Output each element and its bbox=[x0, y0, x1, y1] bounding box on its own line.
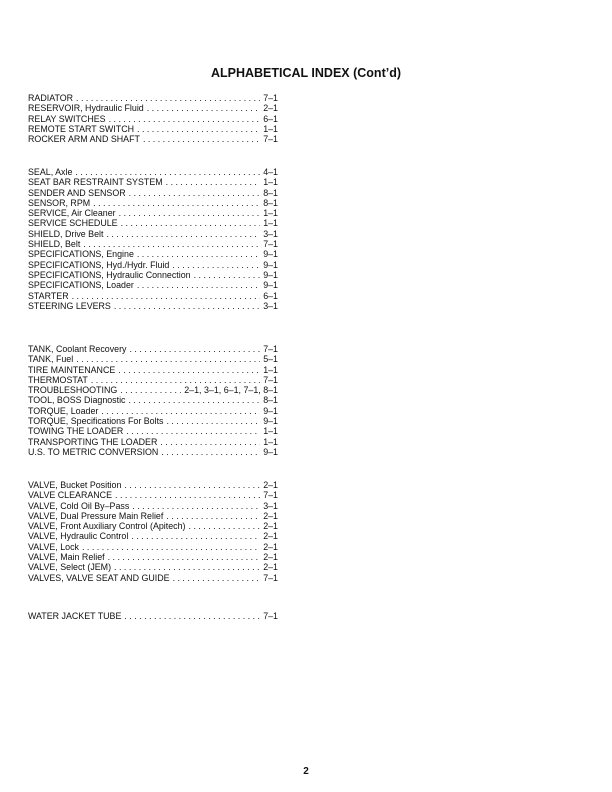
entry-label: RESERVOIR, Hydraulic Fluid bbox=[28, 103, 144, 114]
entry-label: VALVE, Main Relief bbox=[28, 552, 105, 563]
entry-page: 5–1 bbox=[263, 354, 278, 365]
entry-label: VALVES, VALVE SEAT AND GUIDE bbox=[28, 572, 170, 583]
entry-page: 2–1 bbox=[263, 541, 278, 552]
entry-page: 9–1 bbox=[263, 269, 278, 280]
dot-leader bbox=[91, 375, 260, 385]
entry-page: 1–1 bbox=[263, 208, 278, 219]
entry-label: SPECIFICATIONS, Engine bbox=[28, 249, 134, 260]
dot-leader bbox=[137, 280, 260, 290]
entry-label: TANK, Fuel bbox=[28, 354, 74, 365]
entry-label: REMOTE START SWITCH bbox=[28, 123, 135, 134]
page-title: ALPHABETICAL INDEX (Cont’d) bbox=[210, 66, 402, 80]
index-entry bbox=[28, 208, 278, 218]
entry-label: ROCKER ARM AND SHAFT bbox=[28, 134, 140, 145]
index-entry bbox=[28, 218, 278, 228]
dot-leader bbox=[119, 208, 261, 218]
dot-leader bbox=[120, 385, 181, 395]
dot-leader bbox=[129, 344, 260, 354]
entry-label: TIRE MAINTENANCE bbox=[28, 364, 116, 375]
entry-page: 2–1, 3–1, 6–1, 7–1, 8–1 bbox=[184, 385, 278, 396]
index-entry bbox=[28, 354, 278, 364]
entry-page: 7–1 bbox=[263, 93, 278, 103]
index-entry bbox=[28, 229, 278, 239]
entry-label: TORQUE, Loader bbox=[28, 405, 99, 416]
index-entry bbox=[28, 344, 278, 354]
dot-leader bbox=[160, 437, 260, 447]
entry-label: SHIELD, Belt bbox=[28, 239, 81, 250]
entry-page: 1–1 bbox=[263, 364, 278, 375]
entry-page: 9–1 bbox=[263, 416, 278, 427]
entry-label: THERMOSTAT bbox=[28, 374, 88, 385]
dot-leader bbox=[172, 260, 260, 270]
entry-label: SERVICE, Air Cleaner bbox=[28, 208, 116, 219]
index-entry bbox=[28, 280, 278, 290]
index-entry bbox=[28, 562, 278, 572]
entry-page: 2–1 bbox=[263, 480, 278, 490]
index-group-w bbox=[28, 611, 278, 621]
index-entry bbox=[28, 395, 278, 405]
entry-label: U.S. TO METRIC CONVERSION bbox=[28, 447, 159, 457]
index-entry bbox=[28, 260, 278, 270]
entry-page: 1–1 bbox=[263, 218, 278, 229]
dot-leader bbox=[161, 447, 260, 457]
index-entry bbox=[28, 511, 278, 521]
entry-page: 9–1 bbox=[263, 259, 278, 270]
index-group-t bbox=[28, 344, 278, 447]
entry-label: VALVE, Bucket Position bbox=[28, 480, 122, 490]
entry-label: SERVICE SCHEDULE bbox=[28, 218, 118, 229]
index-entry bbox=[28, 490, 278, 500]
entry-page: 2–1 bbox=[263, 552, 278, 563]
entry-label: SEAL, Axle bbox=[28, 167, 73, 177]
entry-label: VALVE, Front Auxiliary Control (Apitech) bbox=[28, 521, 186, 532]
index-entry bbox=[28, 406, 278, 416]
entry-page: 9–1 bbox=[263, 405, 278, 416]
entry-page: 2–1 bbox=[263, 531, 278, 542]
entry-label: SEAT BAR RESTRAINT SYSTEM bbox=[28, 177, 163, 188]
dot-leader bbox=[109, 114, 261, 124]
dot-leader bbox=[108, 552, 261, 562]
dot-leader bbox=[173, 573, 261, 583]
entry-label: WATER JACKET TUBE bbox=[28, 611, 122, 621]
entry-label: SPECIFICATIONS, Hydraulic Connection bbox=[28, 269, 191, 280]
index-entry bbox=[28, 552, 278, 562]
entry-page: 7–1 bbox=[263, 611, 278, 621]
index-entry bbox=[28, 188, 278, 198]
index-group-v bbox=[28, 480, 278, 583]
entry-label: VALVE CLEARANCE bbox=[28, 490, 113, 501]
index-entry bbox=[28, 198, 278, 208]
dot-leader bbox=[118, 365, 260, 375]
entry-page: 7–1 bbox=[263, 572, 278, 583]
entry-page: 6–1 bbox=[263, 290, 278, 301]
dot-leader bbox=[76, 354, 260, 364]
entry-label: VALVE, Cold Oil By–Pass bbox=[28, 500, 130, 511]
entry-page: 3–1 bbox=[263, 500, 278, 511]
dot-leader bbox=[75, 167, 260, 177]
entry-label: RADIATOR bbox=[28, 93, 74, 103]
entry-label: VALVE, Hydraulic Control bbox=[28, 531, 129, 542]
dot-leader bbox=[166, 177, 261, 187]
dot-leader bbox=[82, 542, 260, 552]
index-entry bbox=[28, 426, 278, 436]
index-group-s bbox=[28, 167, 278, 311]
dot-leader bbox=[189, 521, 261, 531]
dot-leader bbox=[115, 490, 260, 500]
index-entry bbox=[28, 114, 278, 124]
index-entry bbox=[28, 301, 278, 311]
entry-page: 8–1 bbox=[263, 197, 278, 208]
index-entry bbox=[28, 124, 278, 134]
index-entry bbox=[28, 365, 278, 375]
dot-leader bbox=[194, 270, 261, 280]
dot-leader bbox=[101, 406, 260, 416]
page-number: 2 bbox=[303, 766, 309, 777]
entry-label: STEERING LEVERS bbox=[28, 300, 111, 311]
index-entry bbox=[28, 480, 278, 490]
entry-label: TRANSPORTING THE LOADER bbox=[28, 436, 158, 447]
entry-page: 6–1 bbox=[263, 113, 278, 124]
entry-label: SENSOR, RPM bbox=[28, 197, 91, 208]
dot-leader bbox=[166, 416, 260, 426]
entry-page: 7–1 bbox=[263, 374, 278, 385]
entry-page: 7–1 bbox=[263, 490, 278, 501]
index-entry bbox=[28, 291, 278, 301]
entry-page: 3–1 bbox=[263, 300, 278, 311]
index-entry bbox=[28, 521, 278, 531]
entry-page: 7–1 bbox=[263, 344, 278, 354]
dot-leader bbox=[147, 103, 260, 113]
index-entry bbox=[28, 270, 278, 280]
dot-leader bbox=[106, 229, 260, 239]
index-entry bbox=[28, 93, 278, 103]
entry-page: 9–1 bbox=[263, 447, 278, 457]
index-entry bbox=[28, 573, 278, 583]
index-entry bbox=[28, 375, 278, 385]
index-entry bbox=[28, 134, 278, 144]
entry-page: 9–1 bbox=[263, 249, 278, 260]
index-entry bbox=[28, 416, 278, 426]
entry-page: 8–1 bbox=[263, 395, 278, 406]
entry-page: 7–1 bbox=[263, 239, 278, 250]
dot-leader bbox=[129, 188, 261, 198]
entry-label: TORQUE, Specifications For Bolts bbox=[28, 416, 164, 427]
dot-leader bbox=[124, 611, 260, 621]
entry-label: VALVE, Lock bbox=[28, 541, 79, 552]
index-entry bbox=[28, 447, 278, 457]
entry-label: VALVE, Select (JEM) bbox=[28, 562, 112, 573]
entry-page: 1–1 bbox=[263, 426, 278, 437]
dot-leader bbox=[121, 218, 261, 228]
index-entry bbox=[28, 103, 278, 113]
entry-label: STARTER bbox=[28, 290, 69, 301]
index-entry bbox=[28, 437, 278, 447]
dot-leader bbox=[93, 198, 260, 208]
dot-leader bbox=[114, 301, 260, 311]
index-entry bbox=[28, 177, 278, 187]
index-entry bbox=[28, 239, 278, 249]
dot-leader bbox=[114, 562, 260, 572]
entry-label: VALVE, Dual Pressure Main Relief bbox=[28, 510, 164, 521]
index-entry bbox=[28, 501, 278, 511]
entry-page: 2–1 bbox=[263, 103, 278, 114]
index-entry bbox=[28, 531, 278, 541]
entry-label: SHIELD, Drive Belt bbox=[28, 228, 104, 239]
index-entry bbox=[28, 542, 278, 552]
dot-leader bbox=[72, 291, 261, 301]
entry-page: 8–1 bbox=[263, 187, 278, 198]
dot-leader bbox=[131, 531, 260, 541]
dot-leader bbox=[126, 426, 260, 436]
dot-leader bbox=[76, 93, 260, 103]
index-entry bbox=[28, 385, 278, 395]
entry-page: 2–1 bbox=[263, 510, 278, 521]
dot-leader bbox=[132, 501, 260, 511]
entry-page: 2–1 bbox=[263, 521, 278, 532]
dot-leader bbox=[137, 124, 260, 134]
entry-label: TANK, Coolant Recovery bbox=[28, 344, 127, 354]
entry-page: 1–1 bbox=[263, 177, 278, 188]
dot-leader bbox=[166, 511, 260, 521]
index-group-r bbox=[28, 93, 278, 144]
index-entry bbox=[28, 249, 278, 259]
dot-leader bbox=[143, 134, 260, 144]
entry-label: TOOL, BOSS Diagnostic bbox=[28, 395, 126, 406]
entry-label: RELAY SWITCHES bbox=[28, 113, 106, 124]
entry-label: TROUBLESHOOTING bbox=[28, 385, 118, 396]
entry-label: SENDER AND SENSOR bbox=[28, 187, 126, 198]
index-entry bbox=[28, 611, 278, 621]
entry-page: 4–1 bbox=[263, 167, 278, 177]
dot-leader bbox=[83, 239, 260, 249]
dot-leader bbox=[129, 395, 261, 405]
entry-label: SPECIFICATIONS, Hyd./Hydr. Fluid bbox=[28, 259, 170, 270]
entry-page: 1–1 bbox=[263, 123, 278, 134]
entry-page: 7–1 bbox=[263, 134, 278, 145]
entry-page: 3–1 bbox=[263, 228, 278, 239]
entry-label: TOWING THE LOADER bbox=[28, 426, 124, 437]
entry-page: 2–1 bbox=[263, 562, 278, 573]
dot-leader bbox=[124, 480, 260, 490]
entry-label: SPECIFICATIONS, Loader bbox=[28, 280, 134, 291]
index-entry bbox=[28, 167, 278, 177]
entry-page: 1–1 bbox=[263, 436, 278, 447]
entry-page: 9–1 bbox=[263, 280, 278, 291]
dot-leader bbox=[137, 249, 260, 259]
index-group-u bbox=[28, 447, 278, 457]
